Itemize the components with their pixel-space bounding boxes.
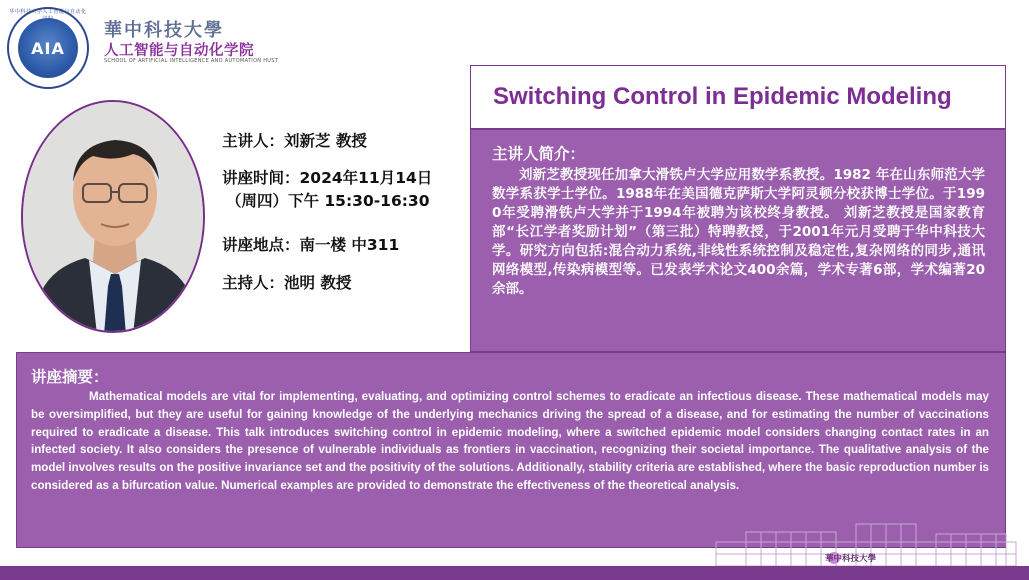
abstract-text: Mathematical models are vital for implementing, evaluating, and optimizing control schemes to eradicate an infectious disease. These mathematical models may be oversimplified, but they are useful for gaining knowledge of the underlying mechanics driving the spread of a disease, and for estimating the number of vaccinations required to eradicate a disease. This talk introduces switching control in epidemic modeling, where a switched epidemic model considers changing contact rates in an infected society. It also considers the presence of vulnerable individuals as frontiers in vaccination, recognizing their societal importance. The qualitative analysis of the model involves results on the positive invariance set and the positivity of the solutions. Additionally, stability criteria are established, where the basic reproduction number is considered as a bifurcation value. Numerical examples are provided to demonstrate the effectiveness of the theoretical analysis. xyxy=(31,390,989,492)
university-name: 華中科技大學 xyxy=(104,20,224,41)
lecture-time-detail: （周四）下午 15:30-16:30 xyxy=(226,192,430,210)
lecture-title: Switching Control in Epidemic Modeling xyxy=(493,83,952,110)
speaker-photo xyxy=(21,100,205,333)
lecture-time-line: 讲座时间：2024年11月14日 xyxy=(222,169,433,187)
speaker-portrait-image xyxy=(23,102,205,333)
seal-inner xyxy=(18,18,78,78)
abstract-heading: 讲座摘要： xyxy=(31,368,109,386)
school-seal-logo xyxy=(7,7,89,89)
bottom-university-logo: 華中科技大學 xyxy=(825,554,877,564)
bottom-band xyxy=(0,566,1029,580)
speaker-line: 主讲人：刘新芝 教授 xyxy=(222,132,367,150)
bio-text: 刘新芝教授现任加拿大滑铁卢大学应用数学系教授。1982 年在山东师范大学数学系获学士学位。1988年在美国德克萨斯大学阿灵顿分校获博士学位。于1990年受聘滑铁卢大学并于1994年被聘为该校终身教授。 刘新芝教授是国家教育部“长江学者奖励计划”（第三批）特聘教授，于2001年元月受聘于华中科技大学。研究方向包括:混合动力系统,非线性系统控制及稳定性,复杂网络的同步,通讯网络模型,传染病模型等。已发表学术论文400余篇，学术专著6部，学术编著20余部。 xyxy=(492,167,985,297)
school-name: 人工智能与自动化学院 xyxy=(104,43,254,59)
speaker-bio-panel xyxy=(470,129,1006,352)
lecture-title-box xyxy=(470,65,1006,129)
seal-ring-text: 华中科技大学人工智能与自动化 xyxy=(9,9,87,15)
host-line: 主持人：池明 教授 xyxy=(222,274,352,292)
abstract-panel xyxy=(16,352,1006,548)
seal-aia-text: AIA xyxy=(31,39,65,58)
bio-heading: 主讲人简介： xyxy=(492,145,586,163)
school-name-english: SCHOOL OF ARTIFICIAL INTELLIGENCE AND AUTOMATION HUST xyxy=(104,58,279,64)
lecture-location-line: 讲座地点：南一楼 中311 xyxy=(222,236,400,254)
